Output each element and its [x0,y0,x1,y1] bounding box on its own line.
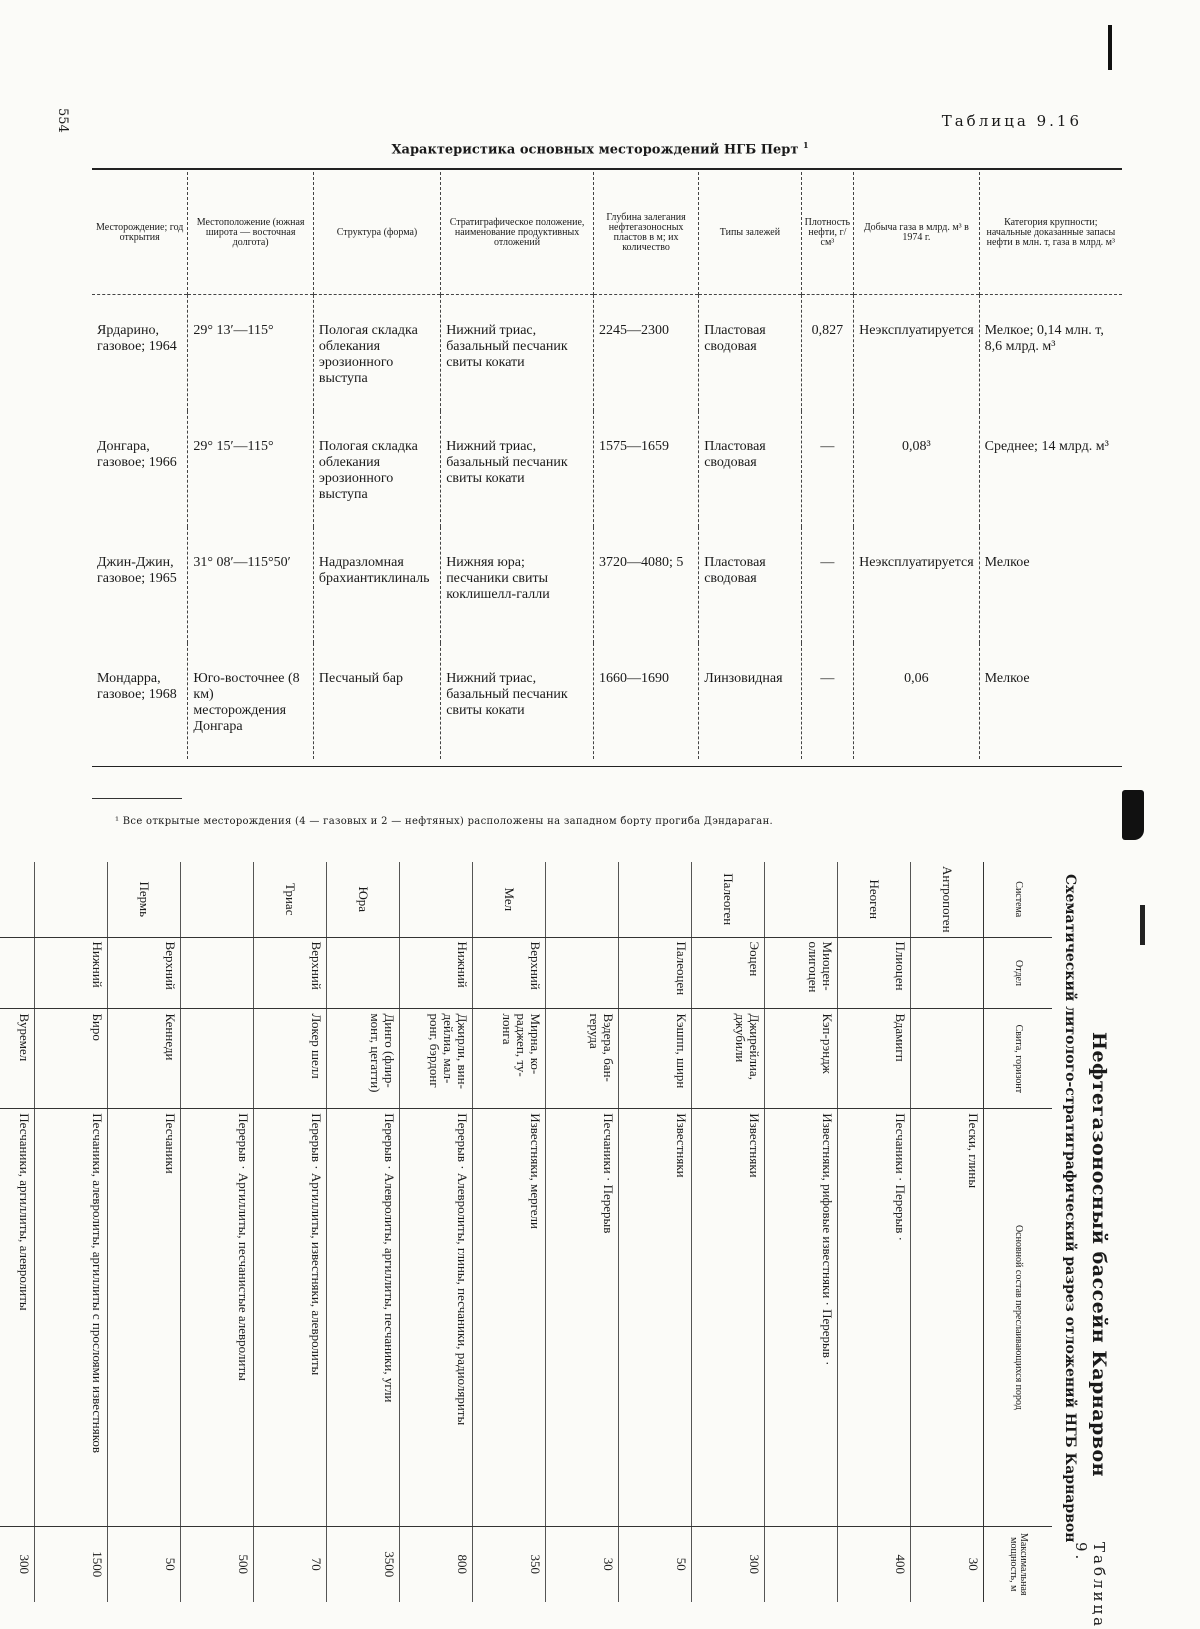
table-cell: Пологая складка облекания эрозионного выступа [313,295,440,412]
table-cell: 500 [181,1526,254,1602]
table-row [838,862,911,1602]
table-cell: Вэдера, бан-геруда [546,1009,619,1109]
top-rule [92,168,1122,170]
table-cell [765,1526,838,1602]
table-cell: Песчаники · Перерыв · [838,1109,911,1526]
table-cell: Перерыв · Аргиллиты, песчанистые алевролиты [181,1109,254,1526]
col-header: Система [984,862,1053,937]
table-cell: 800 [400,1526,473,1602]
col-header: Стратиграфическое положение, наименование продуктивных отложений [441,172,594,295]
table-title: Схематический литолого-стратиграфический разрез отложений НГБ Карнарвон [1062,874,1078,1543]
table-cell: 29° 13′—115° [188,295,313,412]
table-cell: 350 [473,1526,546,1602]
table-cell: Пески, глины [911,1109,984,1526]
scan-mark [1122,790,1144,840]
table-cell: 1660—1690 [593,643,698,759]
table-cell [765,862,838,937]
table-row [92,295,1122,412]
table-cell: 0,08³ [854,411,980,527]
table-cell: Биро [35,1009,108,1109]
col-header: Глубина залегания нефтегазоносных пластов в м; их количество [593,172,698,295]
deposits-table [92,172,1122,759]
table-cell: Песчаный бар [313,643,440,759]
table-row [619,862,692,1602]
table-cell: Палеоген [692,862,765,937]
page-number: 554 [55,108,70,133]
table-row [692,862,765,1602]
table-cell: Перерыв · Аргиллиты, известняки, алевролиты [254,1109,327,1526]
footnote-rule [92,798,182,799]
table-row [254,862,327,1602]
table-title-note: 1 [802,140,809,150]
table-cell: Неэксплуатируется [854,527,980,643]
table-cell: Миоцен-олигоцен [765,937,838,1009]
table-cell [400,862,473,937]
table-cell [181,1009,254,1109]
bottom-rule [92,766,1122,767]
table-row [546,862,619,1602]
table-cell: Нижний [35,937,108,1009]
table-cell: 1575—1659 [593,411,698,527]
table-cell [0,937,35,1009]
col-header: Структура (форма) [313,172,440,295]
table-cell: Донгара, газовое; 1966 [97,439,177,470]
col-header: Местоположение (южная широта — восточная долгота) [188,172,313,295]
table-title [0,140,1200,157]
table-cell [619,862,692,937]
table-cell: Кеннеди [108,1009,181,1109]
table-cell [546,862,619,937]
table-cell: Линзовидная [699,643,801,759]
col-header: Свита, горизонт [984,1009,1053,1109]
col-header: Основной состав переслаивающихся пород [984,1109,1053,1526]
table-cell: Неоген [838,862,911,937]
col-header: Добыча газа в млрд. м³ в 1974 г. [854,172,980,295]
table-cell: Джин-Джин, газовое; 1965 [97,555,177,586]
table-cell: Юго-восточнее (8 км) месторождения Донгара [188,643,313,759]
table-cell: Эоцен [692,937,765,1009]
table-cell: 0,06 [854,643,980,759]
table-cell: Перерыв · Алевролиты, аргиллиты, песчаники, угли [327,1109,400,1526]
table-cell: Юра [327,862,400,937]
table-cell: Ярдарино, газовое; 1964 [97,323,177,354]
table-cell: — [801,643,853,759]
table-row [92,411,1122,527]
table-cell: Динго (флир-монт, цегатти) [327,1009,400,1109]
table-row [911,862,984,1602]
table-cell: Пластовая сводовая [699,411,801,527]
table-row [400,862,473,1602]
table-cell: Кэшпп, ширн [619,1009,692,1109]
table-cell [327,937,400,1009]
table-cell: Известняки [692,1109,765,1526]
table-cell: 300 [692,1526,765,1602]
table-cell: Нижняя юра; песчаники свиты коклишелл-галли [441,527,594,643]
table-cell: Песчаники, аргиллиты, алевролиты [0,1109,35,1526]
table-cell: Надразломная брахиантиклиналь [313,527,440,643]
table-cell: Известняки, мергели [473,1109,546,1526]
table-row [92,643,1122,759]
table-cell: 0,827 [801,295,853,412]
table-cell: 70 [254,1526,327,1602]
table-cell: Неэксплуатируется [854,295,980,412]
col-header: Отдел [984,937,1053,1009]
table-cell: Известняки, рифовые известняки · Перерыв · [765,1109,838,1526]
table-cell: 30 [911,1526,984,1602]
table-cell [181,862,254,937]
table-cell: Песчаники · Перерыв [546,1109,619,1526]
table-row [92,527,1122,643]
table-cell: Пологая складка облекания эрозионного выступа [313,411,440,527]
table-row [35,862,108,1602]
table-cell: Мондарра, газовое; 1968 [97,671,177,702]
table-cell: Палеоцен [619,937,692,1009]
table-cell: Триас [254,862,327,937]
table-cell: 1500 [35,1526,108,1602]
table-cell: 31° 08′—115°50′ [188,527,313,643]
table-cell: Кэп-рэндж [765,1009,838,1109]
col-header: Категория крупности; начальные доказанные запасы нефти в млн. т, газа в млрд. м³ [979,172,1122,295]
table-cell: 3500 [327,1526,400,1602]
table-cell: Вдамигп [838,1009,911,1109]
table-cell: Песчаники, алевролиты, аргиллиты с прослоями известняков [35,1109,108,1526]
table-cell: — [801,411,853,527]
table-cell: Мелкое; 0,14 млн. т, 8,6 млрд. м³ [979,295,1122,412]
table-cell: Пластовая сводовая [699,295,801,412]
table-header-row [984,862,1053,1602]
col-header: Плотность нефти, г/см³ [801,172,853,295]
table-label: Таблица 9. [1072,1542,1108,1629]
table-cell: Плиоцен [838,937,911,1009]
table-cell: Известняки [619,1109,692,1526]
table-cell: Верхний [108,937,181,1009]
table-cell: Верхний [473,937,546,1009]
table-cell: Нижний триас, базальный песчаник свиты кокати [441,411,594,527]
footnote: ¹ Все открытые месторождения (4 — газовых и 2 — нефтяных) расположены на западном борту прогиба Дэндараган. [115,816,774,827]
table-cell: Нижний [400,937,473,1009]
table-cell: Нижний триас, базальный песчаник свиты кокати [441,295,594,412]
table-row [765,862,838,1602]
table-cell: Мел [473,862,546,937]
table-cell: 400 [838,1526,911,1602]
table-cell: Мирна, ко-раджеп, ту-лонга [473,1009,546,1109]
table-cell: 2245—2300 [593,295,698,412]
table-row [108,862,181,1602]
col-header: Типы залежей [699,172,801,295]
table-header-row [92,172,1122,295]
table-cell: 29° 15′—115° [188,411,313,527]
table-cell: 3720—4080; 5 [593,527,698,643]
scan-mark [1140,905,1145,945]
table-cell [0,862,35,937]
stratigraphy-table [0,862,1052,1602]
table-title-text: Характеристика основных месторождений НГБ Перт [391,142,799,158]
col-header: Месторождение; год открытия [96,222,184,243]
table-cell [181,937,254,1009]
table-cell: Нижний триас, базальный песчаник свиты кокати [441,643,594,759]
table-cell: Вуремел [0,1009,35,1109]
table-cell [35,862,108,937]
table-cell [546,937,619,1009]
table-cell [911,937,984,1009]
table-cell: Пластовая сводовая [699,527,801,643]
table-cell: Верхний [254,937,327,1009]
scan-mark [1108,25,1112,70]
table-cell: — [801,527,853,643]
table-cell: Песчаники [108,1109,181,1526]
table-cell: 30 [546,1526,619,1602]
table-cell: Локер шелл [254,1009,327,1109]
table-cell: Антропоген [911,862,984,937]
table-label: Таблица 9.16 [941,112,1082,130]
table-row [473,862,546,1602]
table-cell: Мелкое [979,643,1122,759]
stratigraphy-section [17,862,1130,1629]
table-row [327,862,400,1602]
table-cell: 300 [0,1526,35,1602]
table-cell: Пермь [108,862,181,937]
col-header: Максимальная мощность, м [984,1526,1053,1602]
table-cell: Мелкое [979,527,1122,643]
table-cell: 50 [619,1526,692,1602]
table-cell: Джирли, вин-дейлиа, мал-ронг, бэрдонг [400,1009,473,1109]
table-cell [911,1009,984,1109]
table-row [0,862,35,1602]
table-cell: Среднее; 14 млрд. м³ [979,411,1122,527]
table-cell: Джирейлиа, джубили [692,1009,765,1109]
table-row [181,862,254,1602]
table-cell: 50 [108,1526,181,1602]
basin-title: Нефтегазоносный бассейн Карнарвон [1088,1032,1110,1478]
table-cell: Перерыв · Алевролиты, глины, песчаники, радиоляриты [400,1109,473,1526]
